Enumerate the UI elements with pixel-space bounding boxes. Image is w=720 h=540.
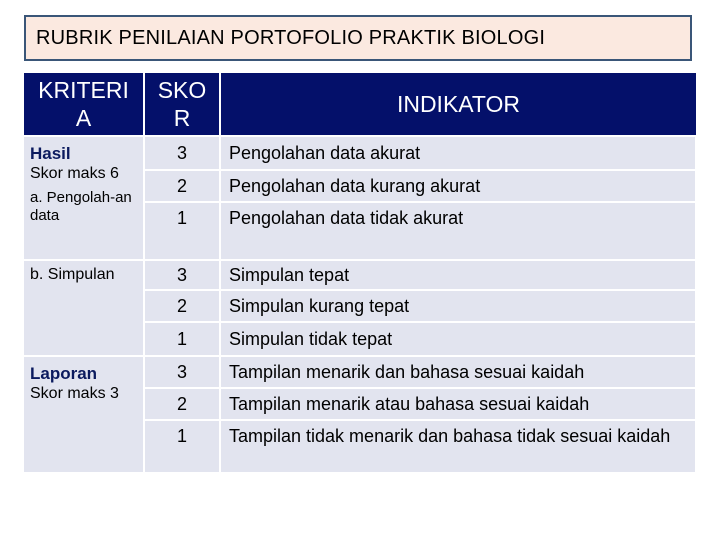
score-cell: 1 [144,322,220,356]
table-row [24,260,696,290]
header-indikator: INDIKATOR [220,73,696,136]
score-cell: 2 [144,170,220,202]
score-cell: 3 [144,136,220,170]
indicator-cell: Pengolahan data tidak akurat [220,202,696,260]
criteria-hasil-a [24,136,144,260]
table-row [24,356,696,388]
indicator-cell: Tampilan menarik atau bahasa sesuai kaidah [220,388,696,420]
criteria-laporan-skor: Skor maks 3 [30,385,119,402]
criteria-hasil-b [24,260,144,356]
indicator-cell: Pengolahan data kurang akurat [220,170,696,202]
score-cell: 3 [144,356,220,388]
indicator-cell: Simpulan tepat [220,260,696,290]
criteria-laporan-title: Laporan [30,364,98,383]
rubric-table [24,73,697,472]
criteria-hasil-a-label: a. Pengolah-an data [30,189,132,224]
page-title: RUBRIK PENILAIAN PORTOFOLIO PRAKTIK BIOLOGI [36,27,546,49]
indicator-cell: Simpulan tidak tepat [220,322,696,356]
criteria-hasil-b-label: b. Simpulan [30,266,115,283]
criteria-hasil-title: Hasil [30,144,71,163]
indicator-cell: Simpulan kurang tepat [220,290,696,322]
score-cell: 2 [144,388,220,420]
indicator-cell: Pengolahan data akurat [220,136,696,170]
header-skor: SKO R [144,73,220,136]
score-cell: 2 [144,290,220,322]
indicator-cell: Tampilan tidak menarik dan bahasa tidak sesuai kaidah [220,420,696,472]
criteria-laporan [24,356,144,472]
score-cell: 1 [144,202,220,260]
header-row [24,73,696,136]
score-cell: 1 [144,420,220,472]
indicator-cell: Tampilan menarik dan bahasa sesuai kaidah [220,356,696,388]
score-cell: 3 [144,260,220,290]
header-kriteria: KRITERI A [24,73,144,136]
title-box [24,15,692,61]
table-row [24,136,696,170]
criteria-hasil-skor: Skor maks 6 [30,165,119,182]
